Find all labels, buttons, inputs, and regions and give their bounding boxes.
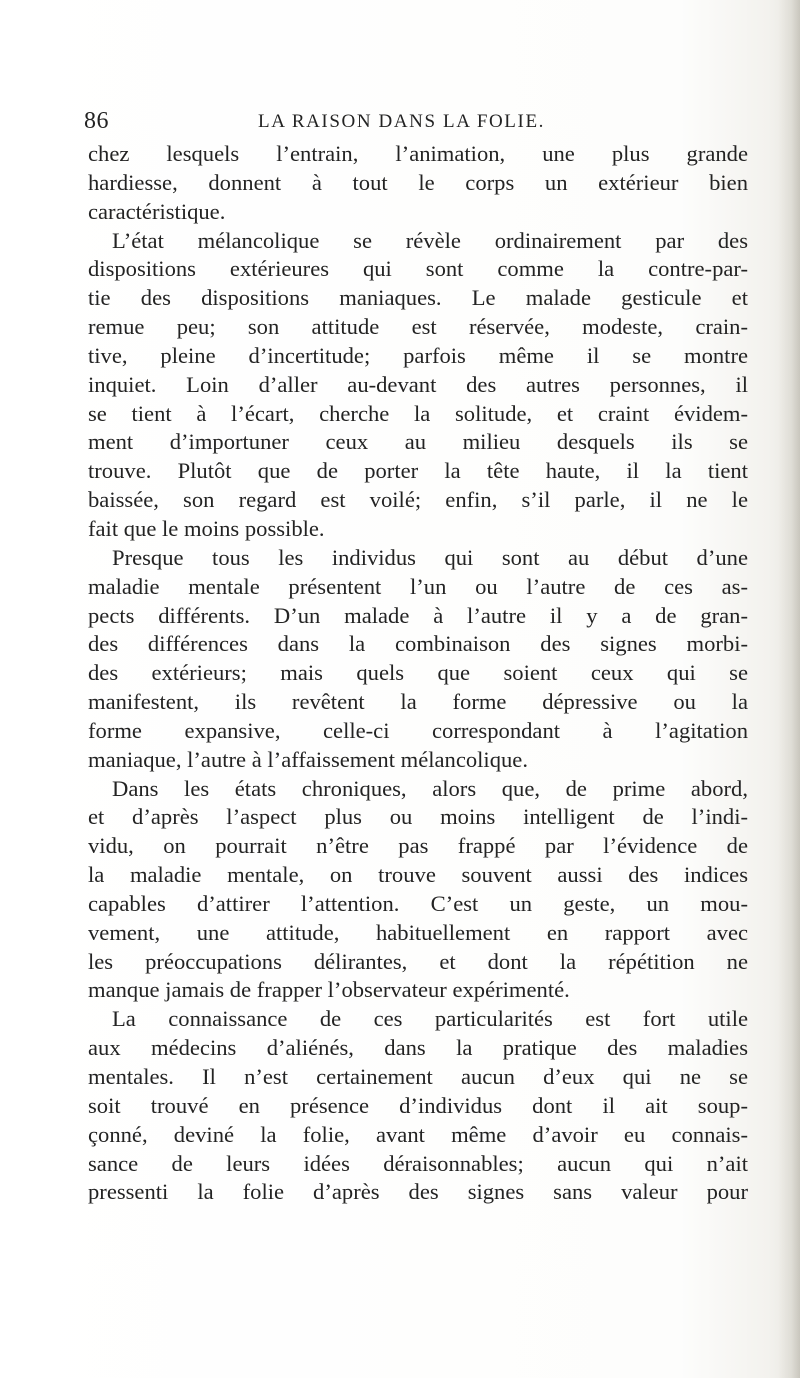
text-line: fait que le moins possible.: [88, 515, 325, 541]
text-line: manque jamais de frapper l’observateur expérimenté.: [88, 977, 570, 1003]
running-title: LA RAISON DANS LA FOLIE.: [258, 111, 545, 132]
text-line: la maladie mentale, on trouve souvent aussi des indices: [88, 862, 748, 888]
text-line: des différences dans la combinaison des signes morbi-: [88, 631, 748, 657]
text-line: maladie mentale présentent l’un ou l’autre de ces as-: [88, 573, 748, 599]
text-line: pects différents. D’un malade à l’autre il y a de gran-: [88, 602, 748, 628]
text-line: dispositions extérieures qui sont comme la contre-par-: [88, 256, 748, 282]
text-line: baissée, son regard est voilé; enfin, s’il parle, il ne le: [88, 487, 748, 513]
page-number: 86: [84, 108, 109, 134]
text-line: vement, une attitude, habituellement en rapport avec: [88, 919, 748, 945]
text-line: La connaissance de ces particularités est fort utile: [112, 1006, 748, 1032]
text-line: ment d’importuner ceux au milieu desquels ils se: [88, 429, 748, 455]
text-line: manifestent, ils revêtent la forme dépressive ou la: [88, 689, 748, 715]
text-line: des extérieurs; mais quels que soient ceux qui se: [88, 660, 748, 686]
body-text: [88, 140, 748, 1207]
text-line: vidu, on pourrait n’être pas frappé par l’évidence de: [88, 833, 748, 859]
text-line: hardiesse, donnent à tout le corps un extérieur bien: [88, 169, 748, 195]
text-line: chez lesquels l’entrain, l’animation, une plus grande: [88, 141, 748, 166]
text-line: soit trouvé en présence d’individus dont il ait soup-: [88, 1092, 748, 1118]
page-edge-shadow: [778, 0, 800, 1378]
text-line: Presque tous les individus qui sont au début d’une: [112, 544, 748, 570]
text-line: Dans les états chroniques, alors que, de prime abord,: [112, 775, 748, 801]
running-head: [84, 108, 744, 138]
text-line: L’état mélancolique se révèle ordinairement par des: [112, 227, 748, 253]
text-line: trouve. Plutôt que de porter la tête haute, il la tient: [88, 458, 748, 484]
text-line: mentales. Il n’est certainement aucun d’eux qui ne se: [88, 1064, 748, 1089]
text-line: capables d’attirer l’attention. C’est un geste, un mou-: [88, 890, 748, 916]
text-line: aux médecins d’aliénés, dans la pratique des maladies: [88, 1035, 748, 1061]
text-line: sance de leurs idées déraisonnables; aucun qui n’ait: [88, 1150, 748, 1176]
text-line: les préoccupations délirantes, et dont la répétition ne: [88, 948, 748, 974]
text-line: tive, pleine d’incertitude; parfois même il se montre: [88, 342, 748, 368]
text-line: çonné, deviné la folie, avant même d’avoir eu connais-: [88, 1121, 748, 1147]
text-line: se tient à l’écart, cherche la solitude, et craint évidem-: [88, 400, 748, 426]
text-line: et d’après l’aspect plus ou moins intelligent de l’indi-: [88, 804, 748, 830]
text-line: maniaque, l’autre à l’affaissement mélancolique.: [88, 746, 528, 772]
text-line: tie des dispositions maniaques. Le malade gesticule et: [88, 285, 748, 311]
text-line: inquiet. Loin d’aller au-devant des autres personnes, il: [88, 371, 748, 397]
text-line: caractéristique.: [88, 198, 226, 224]
text-line: forme expansive, celle-ci correspondant à l’agitation: [88, 717, 748, 743]
text-line: remue peu; son attitude est réservée, modeste, crain-: [88, 314, 748, 340]
text-line: pressenti la folie d’après des signes sans valeur pour: [88, 1179, 748, 1205]
